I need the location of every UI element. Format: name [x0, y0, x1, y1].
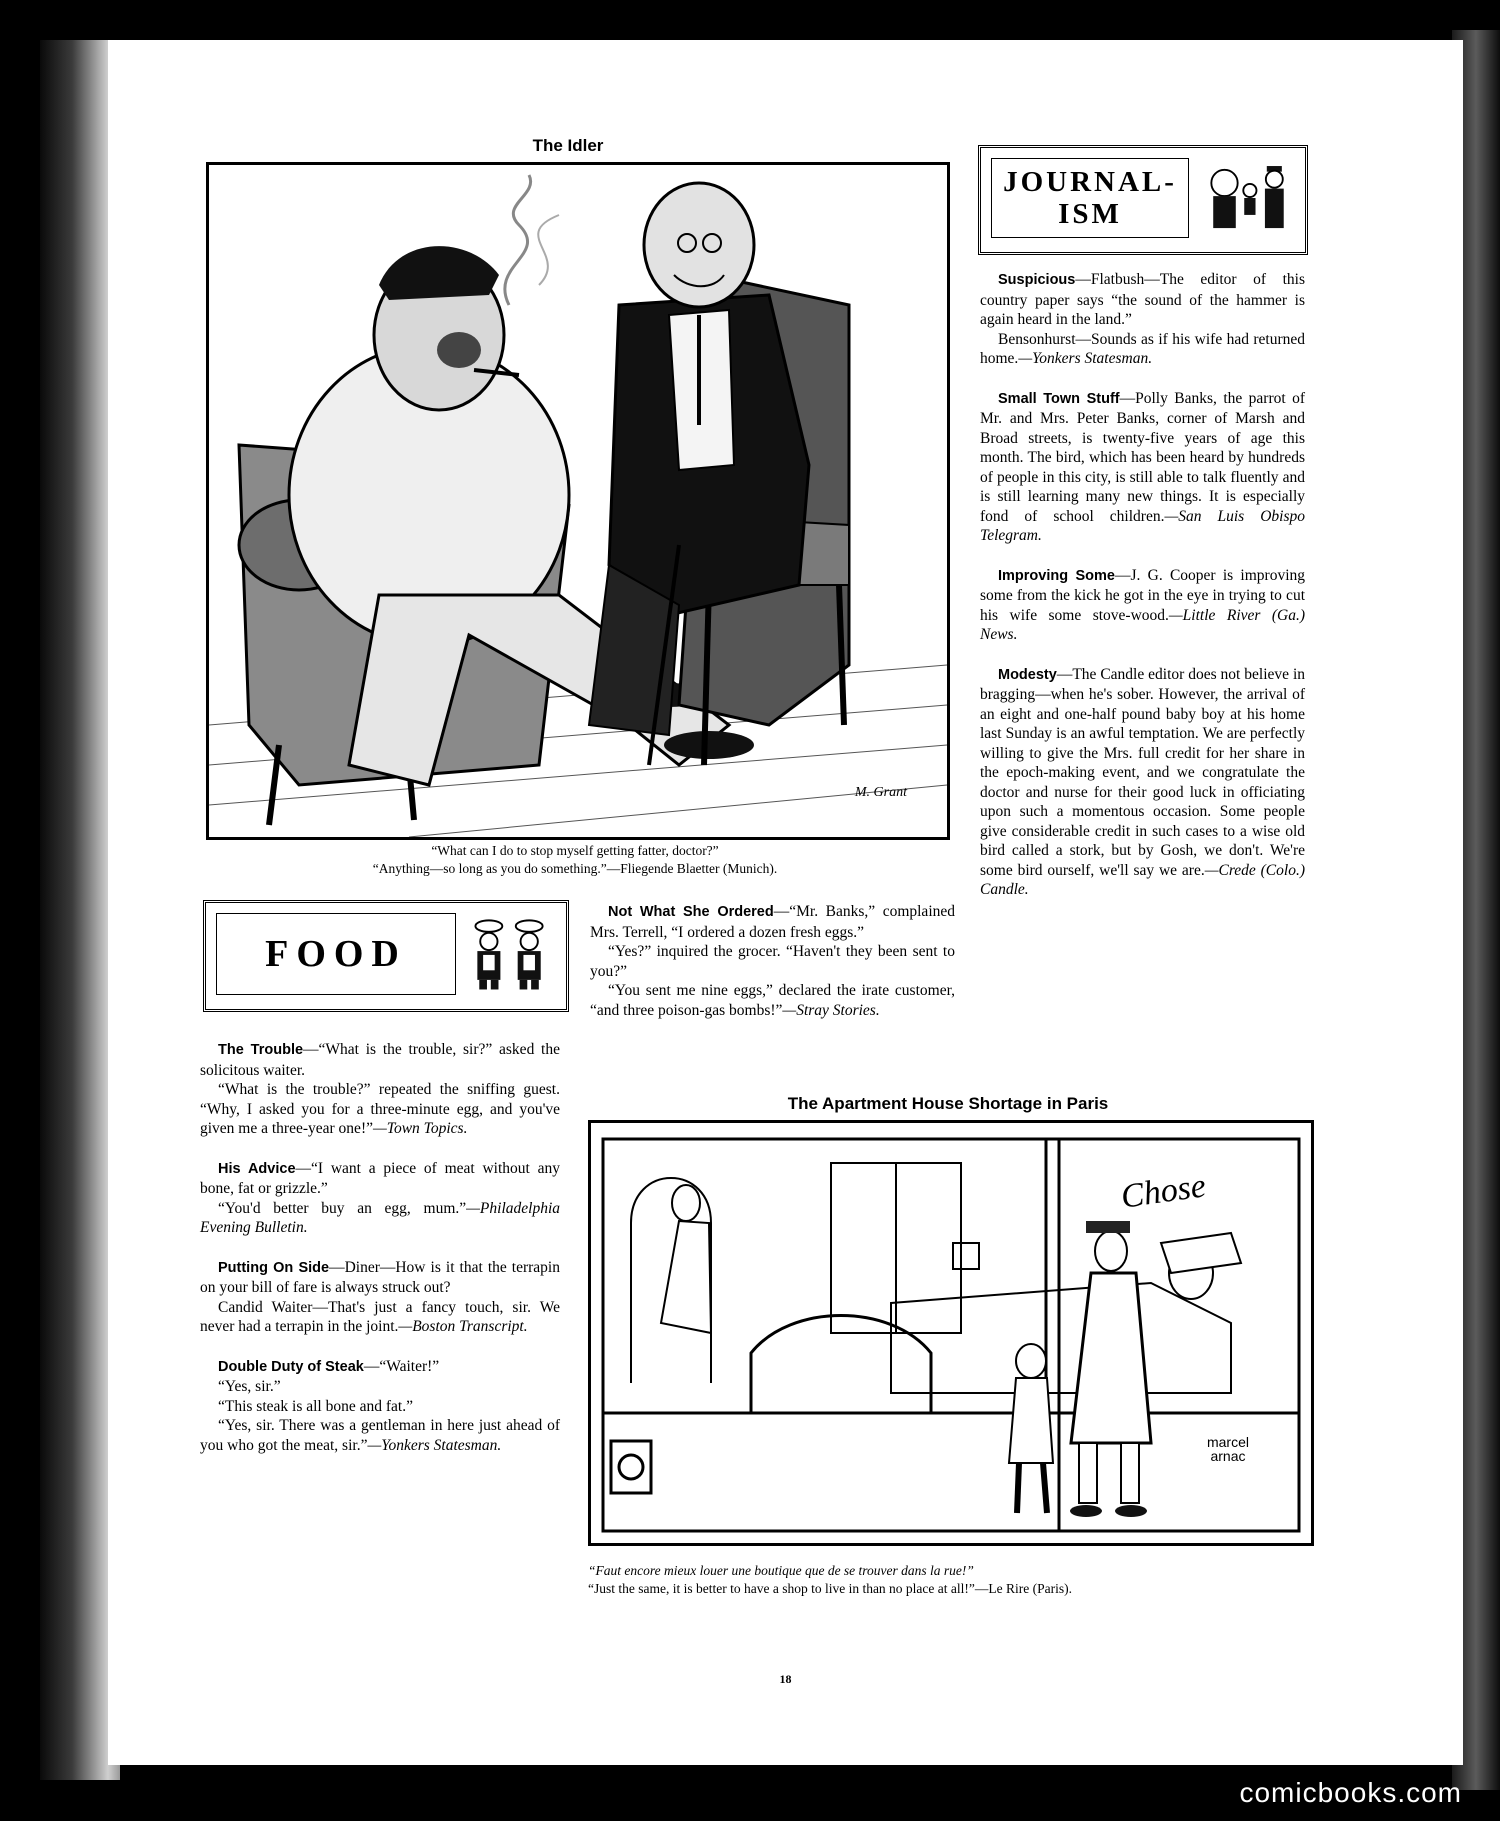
idler-cartoon-drawing: [209, 165, 947, 837]
waiters-icon: [462, 913, 558, 993]
cartoon-signature: marcel arnac: [1206, 1434, 1249, 1464]
top-cartoon-title: The Idler: [532, 136, 604, 155]
page-number: 18: [779, 1672, 792, 1686]
article-source: —Crede (Colo.) Candle.: [980, 861, 1305, 898]
article-text: —J. G. Cooper is improving some from the kick he got in the eye in trying to cut his wife some stove-wood.: [980, 566, 1305, 624]
article-source: —Little River (Ga.) News.: [980, 606, 1305, 643]
journalism-column: [980, 270, 1305, 920]
journalism-heading: [991, 158, 1189, 238]
article-lead: Putting On Side: [218, 1259, 330, 1276]
article-lead: Small Town Stuff: [998, 390, 1120, 407]
article-text: —“What is the trouble, sir?” asked the solicitous waiter.: [200, 1041, 560, 1079]
article-text: Candid Waiter—That's just a fancy touch, sir. We never had a terrapin in the joint.: [200, 1298, 560, 1335]
article-not-what-she-ordered: [590, 902, 955, 1020]
article-suspicious: [980, 270, 1305, 369]
middle-column: [590, 902, 955, 1040]
article-lead: Suspicious: [998, 272, 1076, 288]
journalism-heading-text: JOURNAL-ISM: [1003, 166, 1177, 230]
shop-sign: Chose: [1118, 1167, 1209, 1216]
article-lead: Double Duty of Steak: [218, 1358, 364, 1375]
food-heading-box: [203, 900, 569, 1012]
article-double-duty-of-steak: [200, 1357, 560, 1456]
article-lead: Improving Some: [998, 567, 1115, 584]
journalism-heading-box: [978, 145, 1308, 255]
article-source: —Philadelphia Evening Bulletin.: [200, 1199, 560, 1236]
article-source: —Stray Stories.: [782, 1001, 880, 1019]
article-modesty: [980, 665, 1305, 900]
bottom-cartoon-caption: [588, 1562, 1328, 1598]
article-source: —Yonkers Statesman.: [367, 1436, 502, 1454]
article-text: —Polly Banks, the parrot of Mr. and Mrs. Peter Banks, corner of Marsh and Broad streets, is twenty-five years of age this month. The bird, which has been heard by hundreds of people in this city, is still able to talk fluently and is still learning many new things. It is especially fond of school children.: [980, 389, 1306, 525]
bottom-cartoon-illustration: [588, 1120, 1314, 1546]
article-text: “What is the trouble?” repeated the sniffing guest. “Why, I asked you for a three-minute egg, and you've given me a three-year one!”: [200, 1081, 560, 1137]
caption-french: “Faut encore mieux louer une boutique que de se trouver dans la rue!”: [588, 1563, 974, 1578]
article-text: “You sent me nine eggs,” declared the irate customer, “and three poison-gas bombs!”: [590, 982, 955, 1019]
article-lead: Modesty: [998, 666, 1057, 683]
caption-question: “What can I do to stop myself getting fatter, doctor?”: [431, 843, 719, 858]
caption-answer: “Anything—so long as you do something.”—Fliegende Blaetter (Munich).: [372, 861, 778, 876]
article-text: “You'd better buy an egg, mum.”: [218, 1199, 467, 1217]
food-heading-text: FOOD: [265, 933, 407, 975]
article-lead: His Advice: [218, 1160, 296, 1177]
article-text: —“Mr. Banks,” complained Mrs. Terrell, “I ordered a dozen fresh eggs.”: [590, 903, 956, 941]
cartoon-signature: M. Grant: [854, 785, 907, 800]
article-source: —Town Topics.: [372, 1120, 468, 1137]
food-column: [200, 1040, 560, 1475]
article-text: Bensonhurst—Sounds as if his wife had returned home.: [980, 330, 1305, 367]
article-text: “Yes, sir. There was a gentleman in here just ahead of you who got the meat, sir.”: [200, 1417, 560, 1454]
article-improving-some: [980, 566, 1305, 645]
article-text: —Flatbush—The editor of this country paper says “the sound of the hammer is again heard in the land.”: [980, 271, 1305, 328]
magazine-page: [108, 40, 1463, 1765]
food-heading: [216, 913, 456, 995]
article-lead: The Trouble: [218, 1042, 304, 1058]
article-the-trouble: [200, 1040, 560, 1139]
top-cartoon-illustration: [206, 162, 950, 840]
article-source: —Yonkers Statesman.: [1018, 350, 1153, 367]
article-text: —“Waiter!”: [363, 1357, 440, 1375]
top-cartoon-caption: [206, 842, 944, 878]
bottom-cartoon-title: The Apartment House Shortage in Paris: [787, 1094, 1109, 1113]
journalism-figures-icon: [1201, 158, 1295, 238]
article-source: —Boston Transcript.: [398, 1318, 528, 1335]
caption-english: “Just the same, it is better to have a shop to live in than no place at all!”—Le Rire (Paris).: [588, 1581, 1072, 1596]
article-putting-on-side: [200, 1258, 560, 1337]
article-text: —“I want a piece of meat without any bone, fat or grizzle.”: [200, 1159, 560, 1197]
article-text: “This steak is all bone and fat.”: [218, 1397, 413, 1415]
article-small-town-stuff: [980, 389, 1305, 546]
watermark: comicbooks.com: [1239, 1777, 1462, 1808]
article-source: —San Luis Obispo Telegram.: [980, 507, 1305, 544]
article-lead: Not What She Ordered: [608, 904, 774, 920]
article-his-advice: [200, 1159, 560, 1238]
article-text: —The Candle editor does not believe in bragging—when he's sober. However, the arrival of an eight and one-half pound baby boy at his home last Sunday is an awful temptation. We are perfectly willing to give the Mrs. full credit for her share in the epoch-making event, and we congratulate the doctor and nurse for their good luck in officiating upon such a momentous occasion. Some people give considerable credit in such cases to a wise old bird called a stork, but by Gosh, we don't. We're some bird ourself, we'll say we are.: [980, 665, 1305, 879]
article-text: —Diner—How is it that the terrapin on your bill of fare is always struck out?: [200, 1258, 560, 1296]
article-text: “Yes?” inquired the grocer. “Haven't they been sent to you?”: [590, 943, 955, 980]
article-text: “Yes, sir.”: [218, 1378, 281, 1395]
